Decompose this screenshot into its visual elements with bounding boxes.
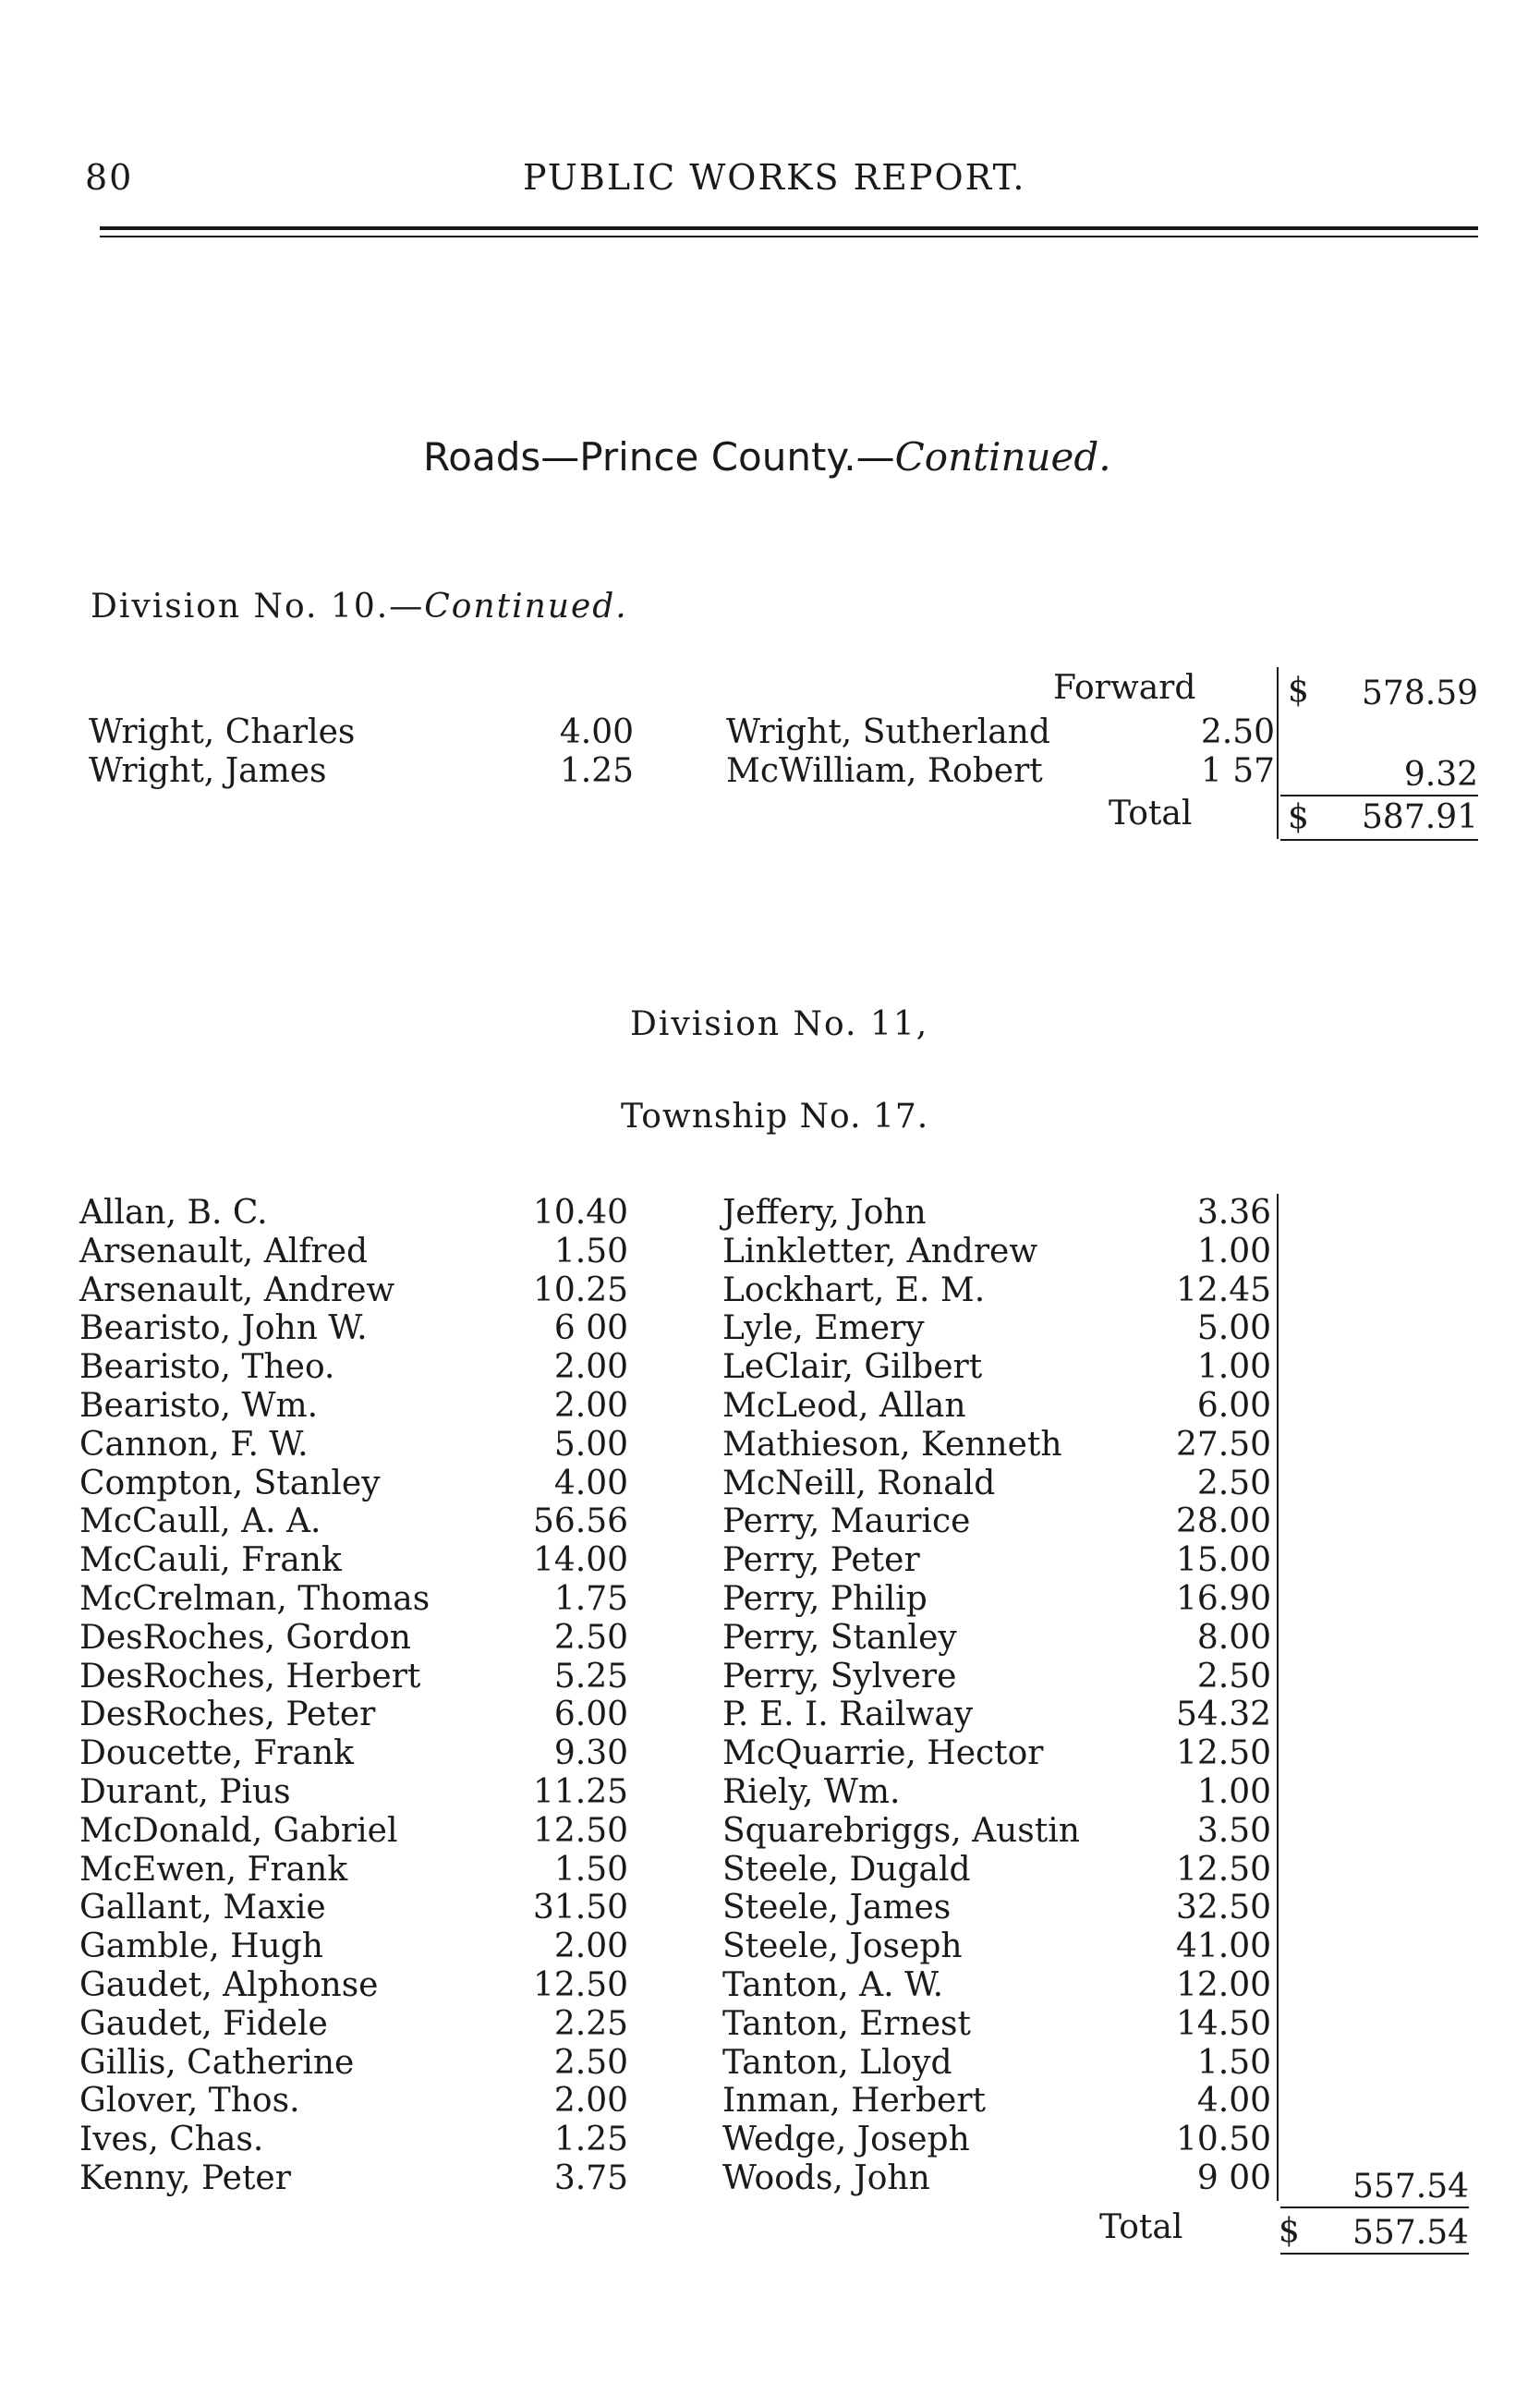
- entry-name: Allan, B. C.: [79, 1194, 268, 1232]
- entry-name: LeClair, Gilbert: [722, 1348, 983, 1387]
- entry-name: Bearisto, Theo.: [79, 1348, 335, 1387]
- entry-amount: 10.40: [532, 1194, 628, 1232]
- entry-name: Gillis, Catherine: [79, 2043, 355, 2082]
- entry-name: Wright, Charles: [89, 713, 356, 751]
- entry-amount: 5.00: [1196, 1309, 1271, 1348]
- division-11-heading: Division No. 11,: [630, 1005, 929, 1043]
- div10-total-underline: [1280, 839, 1478, 841]
- entry-name: Arsenault, Alfred: [79, 1232, 369, 1270]
- entry-amount: 9 00: [1196, 2159, 1271, 2197]
- entry-name: McEwen, Frank: [79, 1850, 348, 1889]
- entry-name: McCauli, Frank: [79, 1541, 342, 1580]
- division-10-heading: [91, 588, 628, 626]
- entry-amount: 2.00: [553, 1348, 628, 1387]
- section-title: [423, 434, 1111, 480]
- entry-name: McLeod, Allan: [722, 1387, 966, 1425]
- div11-total-label: Total: [1099, 2208, 1183, 2246]
- entry-name: Bearisto, John W.: [79, 1309, 368, 1348]
- entry-name: Arsenault, Andrew: [79, 1270, 395, 1309]
- township-heading: Township No. 17.: [621, 1098, 929, 1136]
- entry-amount: 31.50: [532, 1889, 628, 1927]
- entry-name: Kenny, Peter: [79, 2159, 291, 2197]
- entry-amount: 1.50: [553, 1850, 628, 1889]
- entry-amount: 6.00: [553, 1696, 628, 1734]
- entry-amount: 1.25: [559, 752, 634, 790]
- entry-amount: 56.56: [532, 1502, 628, 1541]
- entry-name: Tanton, A. W.: [722, 1966, 944, 2004]
- entry-name: Steele, Dugald: [722, 1850, 971, 1889]
- entry-amount: 2.50: [1196, 1464, 1271, 1502]
- entry-amount: 5.25: [553, 1657, 628, 1696]
- entry-amount: 54.32: [1175, 1696, 1271, 1734]
- entry-name: Linkletter, Andrew: [722, 1232, 1038, 1270]
- entry-name: McCaull, A. A.: [79, 1502, 321, 1541]
- entry-amount: 1.00: [1196, 1348, 1271, 1387]
- entry-amount: 1.25: [553, 2121, 628, 2159]
- entry-name: McCrelman, Thomas: [79, 1580, 430, 1618]
- entry-amount: 16.90: [1175, 1580, 1271, 1618]
- entry-amount: 12.45: [1175, 1270, 1271, 1309]
- div11-total-amount: 557.54: [1352, 2214, 1469, 2252]
- entry-amount: 3.50: [1196, 1811, 1271, 1850]
- entry-name: Inman, Herbert: [722, 2082, 987, 2121]
- entry-name: DesRoches, Herbert: [79, 1657, 421, 1696]
- entry-amount: 10.25: [532, 1270, 628, 1309]
- div10-total-amount: 587.91: [1362, 798, 1478, 836]
- entry-name: Woods, John: [722, 2159, 930, 2197]
- entry-name: Perry, Peter: [722, 1541, 920, 1580]
- entry-amount: 6 00: [553, 1309, 628, 1348]
- div11-total-underline: [1280, 2253, 1469, 2255]
- forward-amount: 578.59: [1362, 675, 1478, 712]
- entry-amount: 2.50: [1200, 713, 1275, 751]
- entry-name: Durant, Pius: [79, 1773, 291, 1811]
- entry-name: Steele, Joseph: [722, 1927, 963, 1966]
- entry-amount: 28.00: [1175, 1502, 1271, 1541]
- entry-amount: 5.00: [553, 1425, 628, 1464]
- entry-name: Perry, Maurice: [722, 1502, 971, 1541]
- entry-amount: 12.50: [1175, 1850, 1271, 1889]
- entry-amount: 14.00: [532, 1541, 628, 1580]
- entry-name: Riely, Wm.: [722, 1773, 901, 1811]
- entry-amount: 11.25: [532, 1773, 628, 1811]
- entry-name: Glover, Thos.: [79, 2082, 300, 2121]
- entry-name: Jeffery, John: [722, 1194, 927, 1232]
- entry-amount: 10.50: [1175, 2121, 1271, 2159]
- entry-name: McQuarrie, Hector: [722, 1734, 1044, 1773]
- entry-name: Mathieson, Kenneth: [722, 1425, 1062, 1464]
- header-rule-thin: [100, 236, 1478, 237]
- entry-amount: 2.00: [553, 1387, 628, 1425]
- div10-total-dollar: $: [1288, 798, 1309, 836]
- entry-amount: 32.50: [1175, 1889, 1271, 1927]
- entry-amount: 12.50: [532, 1966, 628, 2004]
- entry-amount: 3.36: [1196, 1194, 1271, 1232]
- entry-name: Tanton, Lloyd: [722, 2043, 952, 2082]
- section-title-main: Roads—Prince County.—: [423, 434, 895, 480]
- div10-amount-rule: [1277, 667, 1279, 839]
- entry-amount: 1.75: [553, 1580, 628, 1618]
- entry-amount: 27.50: [1175, 1425, 1271, 1464]
- entry-amount: 1.00: [1196, 1773, 1271, 1811]
- entry-amount: 8.00: [1196, 1618, 1271, 1657]
- entry-name: Perry, Sylvere: [722, 1657, 957, 1696]
- entry-amount: 2.50: [553, 2043, 628, 2082]
- entry-name: Wedge, Joseph: [722, 2121, 970, 2159]
- entry-name: P. E. I. Railway: [722, 1696, 974, 1734]
- forward-dollar: $: [1288, 672, 1309, 710]
- entry-name: Gaudet, Alphonse: [79, 1966, 379, 2004]
- header-rule-thick: [100, 226, 1478, 230]
- page-number: 80: [85, 157, 134, 198]
- entry-name: McDonald, Gabriel: [79, 1811, 398, 1850]
- entry-amount: 6.00: [1196, 1387, 1271, 1425]
- entry-name: Cannon, F. W.: [79, 1425, 309, 1464]
- entry-name: Perry, Philip: [722, 1580, 928, 1618]
- entry-amount: 2.00: [553, 2082, 628, 2121]
- entry-name: Bearisto, Wm.: [79, 1387, 319, 1425]
- section-title-suffix: Continued.: [894, 434, 1111, 480]
- entry-amount: 1.00: [1196, 1232, 1271, 1270]
- entry-name: DesRoches, Peter: [79, 1696, 376, 1734]
- entry-amount: 2.50: [553, 1618, 628, 1657]
- entry-name: Steele, James: [722, 1889, 952, 1927]
- entry-amount: 2.50: [1196, 1657, 1271, 1696]
- entry-amount: 1.50: [1196, 2043, 1271, 2082]
- entry-amount: 12.50: [1175, 1734, 1271, 1773]
- entry-name: Gallant, Maxie: [79, 1889, 326, 1927]
- entry-amount: 41.00: [1175, 1927, 1271, 1966]
- entry-amount: 4.00: [553, 1464, 628, 1502]
- running-header: PUBLIC WORKS REPORT.: [523, 157, 1026, 198]
- entry-amount: 12.50: [532, 1811, 628, 1850]
- entry-name: Squarebriggs, Austin: [722, 1811, 1080, 1850]
- entry-amount: 4.00: [1196, 2082, 1271, 2121]
- entry-name: Wright, Sutherland: [726, 713, 1050, 751]
- entry-name: Tanton, Ernest: [722, 2004, 971, 2043]
- entry-name: Lyle, Emery: [722, 1309, 925, 1348]
- div11-total-rule: [1280, 2206, 1469, 2208]
- forward-label: Forward: [1053, 669, 1196, 707]
- entry-name: DesRoches, Gordon: [79, 1618, 411, 1657]
- entry-amount: 14.50: [1175, 2004, 1271, 2043]
- div11-total-dollar: $: [1279, 2212, 1300, 2250]
- entry-name: Perry, Stanley: [722, 1618, 957, 1657]
- entry-name: Wright, James: [89, 752, 327, 790]
- div10-total-label: Total: [1109, 795, 1193, 833]
- entry-name: Gamble, Hugh: [79, 1927, 323, 1966]
- entry-amount: 9.30: [553, 1734, 628, 1773]
- div11-subtotal: 557.54: [1352, 2168, 1469, 2206]
- entry-name: McWilliam, Robert: [726, 752, 1043, 790]
- entry-name: Doucette, Frank: [79, 1734, 354, 1773]
- entry-name: Gaudet, Fidele: [79, 2004, 328, 2043]
- entry-amount: 1.50: [553, 1232, 628, 1270]
- entry-amount: 2.25: [553, 2004, 628, 2043]
- division-10-heading-suffix: Continued.: [424, 588, 628, 626]
- entry-amount: 2.00: [553, 1927, 628, 1966]
- entry-name: Ives, Chas.: [79, 2121, 264, 2159]
- entry-name: Compton, Stanley: [79, 1464, 381, 1502]
- entry-amount: 15.00: [1175, 1541, 1271, 1580]
- div10-subtotal: 9.32: [1403, 756, 1478, 794]
- entry-amount: 4.00: [559, 713, 634, 751]
- entry-amount: 3.75: [553, 2159, 628, 2197]
- entry-name: McNeill, Ronald: [722, 1464, 996, 1502]
- div11-amount-rule: [1277, 1194, 1279, 2201]
- entry-amount: 1 57: [1200, 752, 1275, 790]
- entry-name: Lockhart, E. M.: [722, 1270, 986, 1309]
- entry-amount: 12.00: [1175, 1966, 1271, 2004]
- division-10-heading-text: Division No. 10.—: [91, 588, 425, 626]
- div10-total-rule: [1280, 795, 1478, 796]
